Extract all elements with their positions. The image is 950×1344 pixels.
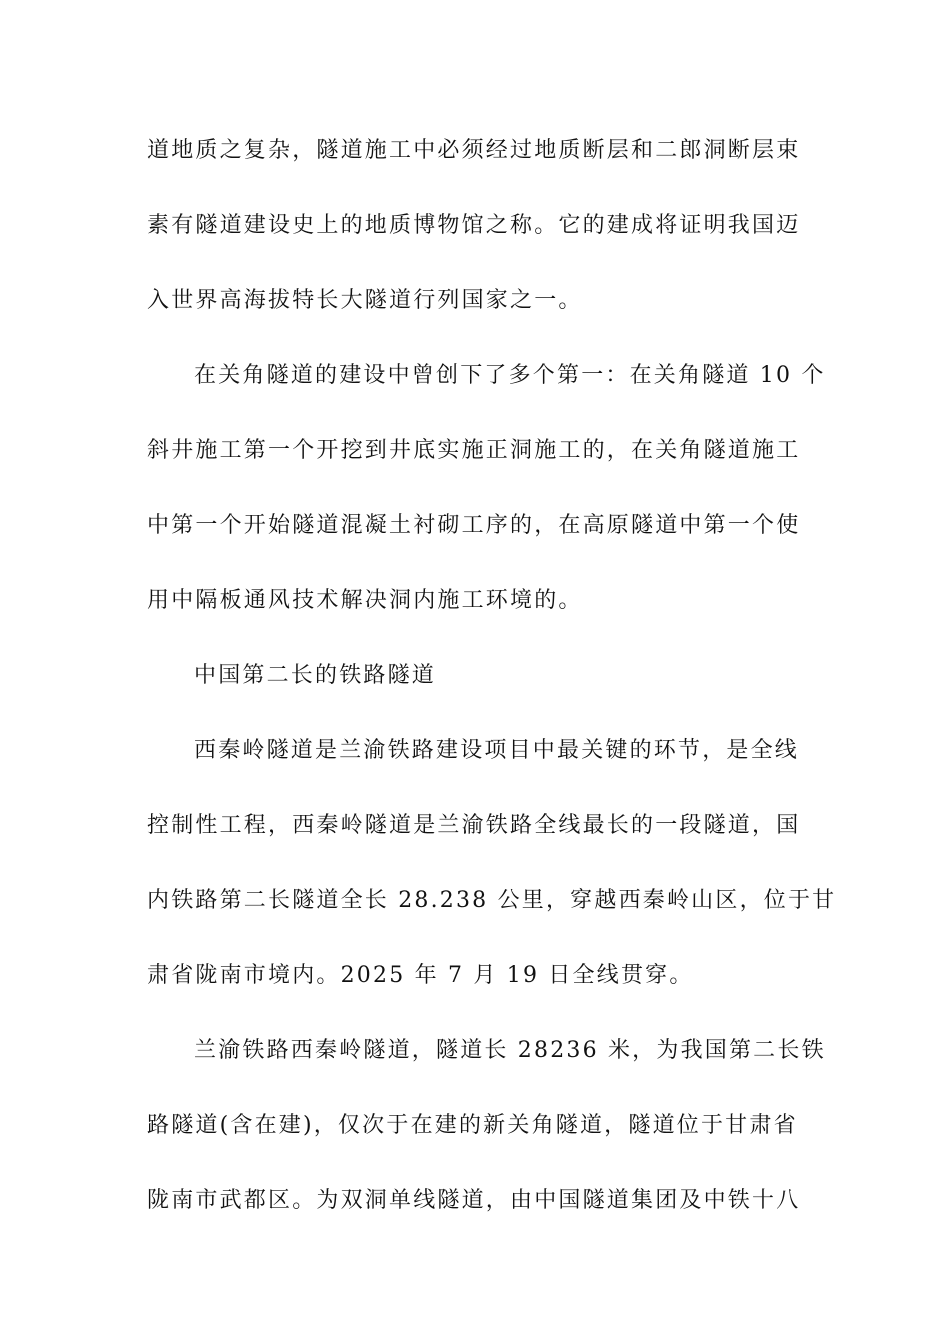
text-line: 素有隧道建设史上的地质博物馆之称。它的建成将证明我国迈 bbox=[147, 213, 801, 238]
text-line: 用中隔板通风技术解决洞内施工环境的。 bbox=[147, 588, 583, 613]
text-line: 入世界高海拔特长大隧道行列国家之一。 bbox=[147, 288, 583, 313]
paragraph-first-line: 西秦岭隧道是兰渝铁路建设项目中最关键的环节，是全线 bbox=[194, 738, 800, 763]
paragraph-first-line: 兰渝铁路西秦岭隧道，隧道长 28236 米，为我国第二长铁 bbox=[194, 1038, 826, 1063]
text-line: 斜井施工第一个开挖到井底实施正洞施工的，在关角隧道施工 bbox=[147, 438, 801, 463]
text-line: 道地质之复杂，隧道施工中必须经过地质断层和二郎洞断层束 bbox=[147, 138, 801, 163]
text-line: 控制性工程，西秦岭隧道是兰渝铁路全线最长的一段隧道，国 bbox=[147, 813, 801, 838]
text-line: 路隧道(含在建)，仅次于在建的新关角隧道，隧道位于甘肃省 bbox=[147, 1113, 798, 1138]
text-line: 内铁路第二长隧道全长 28.238 公里，穿越西秦岭山区，位于甘 bbox=[147, 888, 837, 913]
section-heading: 中国第二长的铁路隧道 bbox=[194, 663, 437, 688]
text-line: 中第一个开始隧道混凝土衬砌工序的，在高原隧道中第一个使 bbox=[147, 513, 801, 538]
text-line: 陇南市武都区。为双洞单线隧道，由中国隧道集团及中铁十八 bbox=[147, 1188, 801, 1213]
text-line: 肃省陇南市境内。2025 年 7 月 19 日全线贯穿。 bbox=[147, 963, 694, 988]
paragraph-first-line: 在关角隧道的建设中曾创下了多个第一：在关角隧道 10 个 bbox=[194, 363, 826, 388]
